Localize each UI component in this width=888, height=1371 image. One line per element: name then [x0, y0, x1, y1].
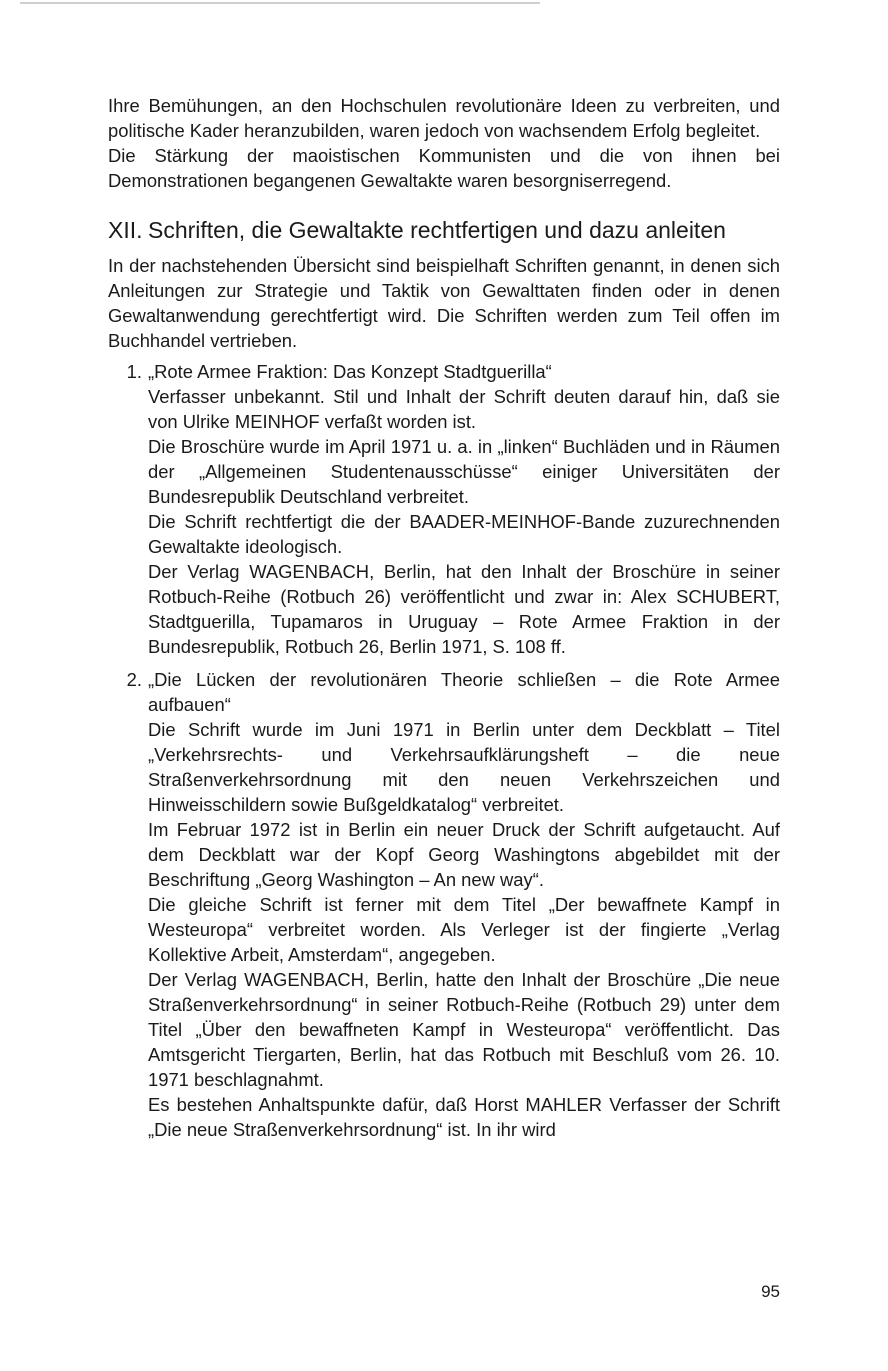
- item-paragraph: Die Broschüre wurde im April 1971 u. a. in „linken“ Buchläden und in Räumen der „Allgemeinen Studentenausschüsse“ einiger Universitäten der Bundesrepublik Deutschland verbreitet.: [148, 436, 780, 507]
- page-number: 95: [761, 1282, 780, 1301]
- list-item-number: 2.: [126, 669, 142, 690]
- scan-edge-line: [20, 2, 540, 4]
- section-number: XII.: [108, 217, 143, 243]
- section-title: Schriften, die Gewaltakte rechtfertigen und dazu anleiten: [148, 217, 726, 243]
- intro-paragraph: Die Stärkung der maoistischen Kommunisten und die von ihnen bei Demonstrationen begangenen Gewaltakte waren besorgniserregend.: [108, 145, 780, 191]
- list-item-body: [148, 667, 780, 1142]
- list-item: [108, 359, 780, 659]
- item-paragraph: Es bestehen Anhaltspunkte dafür, daß Horst MAHLER Verfasser der Schrift „Die neue Straßenverkehrsordnung“ ist. In ihr wird: [148, 1094, 780, 1140]
- section-intro: In der nachstehenden Übersicht sind beispielhaft Schriften genannt, in denen sich Anleitungen zur Strategie und Taktik von Gewalttaten finden oder in denen Gewaltanwendung gerechtfertigt wird. Die Schriften werden zum Teil offen im Buchhandel vertrieben.: [108, 255, 780, 351]
- intro-paragraph: Ihre Bemühungen, an den Hochschulen revolutionäre Ideen zu verbreiten, und politische Kader heranzubilden, waren jedoch von wachsendem Erfolg begleitet.: [108, 95, 780, 141]
- item-paragraph: Der Verlag WAGENBACH, Berlin, hat den Inhalt der Broschüre in seiner Rotbuch-Reihe (Rotbuch 26) veröffentlicht und zwar in: Alex SCHUBERT, Stadtguerilla, Tupamaros in Uruguay – Rote Armee Fraktion in der Bundesrepublik, Rotbuch 26, Berlin 1971, S. 108 ff.: [148, 561, 780, 657]
- item-paragraph: Im Februar 1972 ist in Berlin ein neuer Druck der Schrift aufgetaucht. Auf dem Deckblatt war der Kopf Georg Washingtons abgebildet mit der Beschriftung „Georg Washington – An new way“.: [148, 819, 780, 890]
- item-paragraph: Der Verlag WAGENBACH, Berlin, hatte den Inhalt der Broschüre „Die neue Straßenverkehrsordnung“ in seiner Rotbuch-Reihe (Rotbuch 29) unter dem Titel „Über den bewaffneten Kampf in Westeuropa“ veröffentlicht. Das Amtsgericht Tiergarten, Berlin, hat das Rotbuch mit Beschluß vom 26. 10. 1971 beschlagnahmt.: [148, 969, 780, 1090]
- list-item-number: 1.: [126, 361, 142, 382]
- item-paragraph: Die Schrift rechtfertigt die der BAADER-MEINHOF-Bande zuzurechnenden Gewaltakte ideologisch.: [148, 511, 780, 557]
- list-item: [108, 667, 780, 1142]
- section-heading: [108, 216, 780, 245]
- item-paragraph: „Rote Armee Fraktion: Das Konzept Stadtguerilla“: [148, 361, 552, 382]
- page-body: [108, 93, 780, 1150]
- list-item-body: [148, 359, 780, 659]
- item-paragraph: Die gleiche Schrift ist ferner mit dem Titel „Der bewaffnete Kampf in Westeuropa“ verbreitet worden. Als Verleger ist der fingierte „Verlag Kollektive Arbeit, Amsterdam“, angegeben.: [148, 894, 780, 965]
- item-paragraph: Verfasser unbekannt. Stil und Inhalt der Schrift deuten darauf hin, daß sie von Ulrike MEINHOF verfaßt worden ist.: [148, 386, 780, 432]
- item-paragraph: „Die Lücken der revolutionären Theorie schließen – die Rote Armee aufbauen“: [148, 669, 780, 715]
- publication-list: [108, 359, 780, 1142]
- item-paragraph: Die Schrift wurde im Juni 1971 in Berlin unter dem Deckblatt – Titel „Verkehrsrechts- und Verkehrsaufklärungsheft – die neue Straßenverkehrsordnung mit den neuen Verkehrszeichen und Hinweisschildern sowie Bußgeldkatalog“ verbreitet.: [148, 719, 780, 815]
